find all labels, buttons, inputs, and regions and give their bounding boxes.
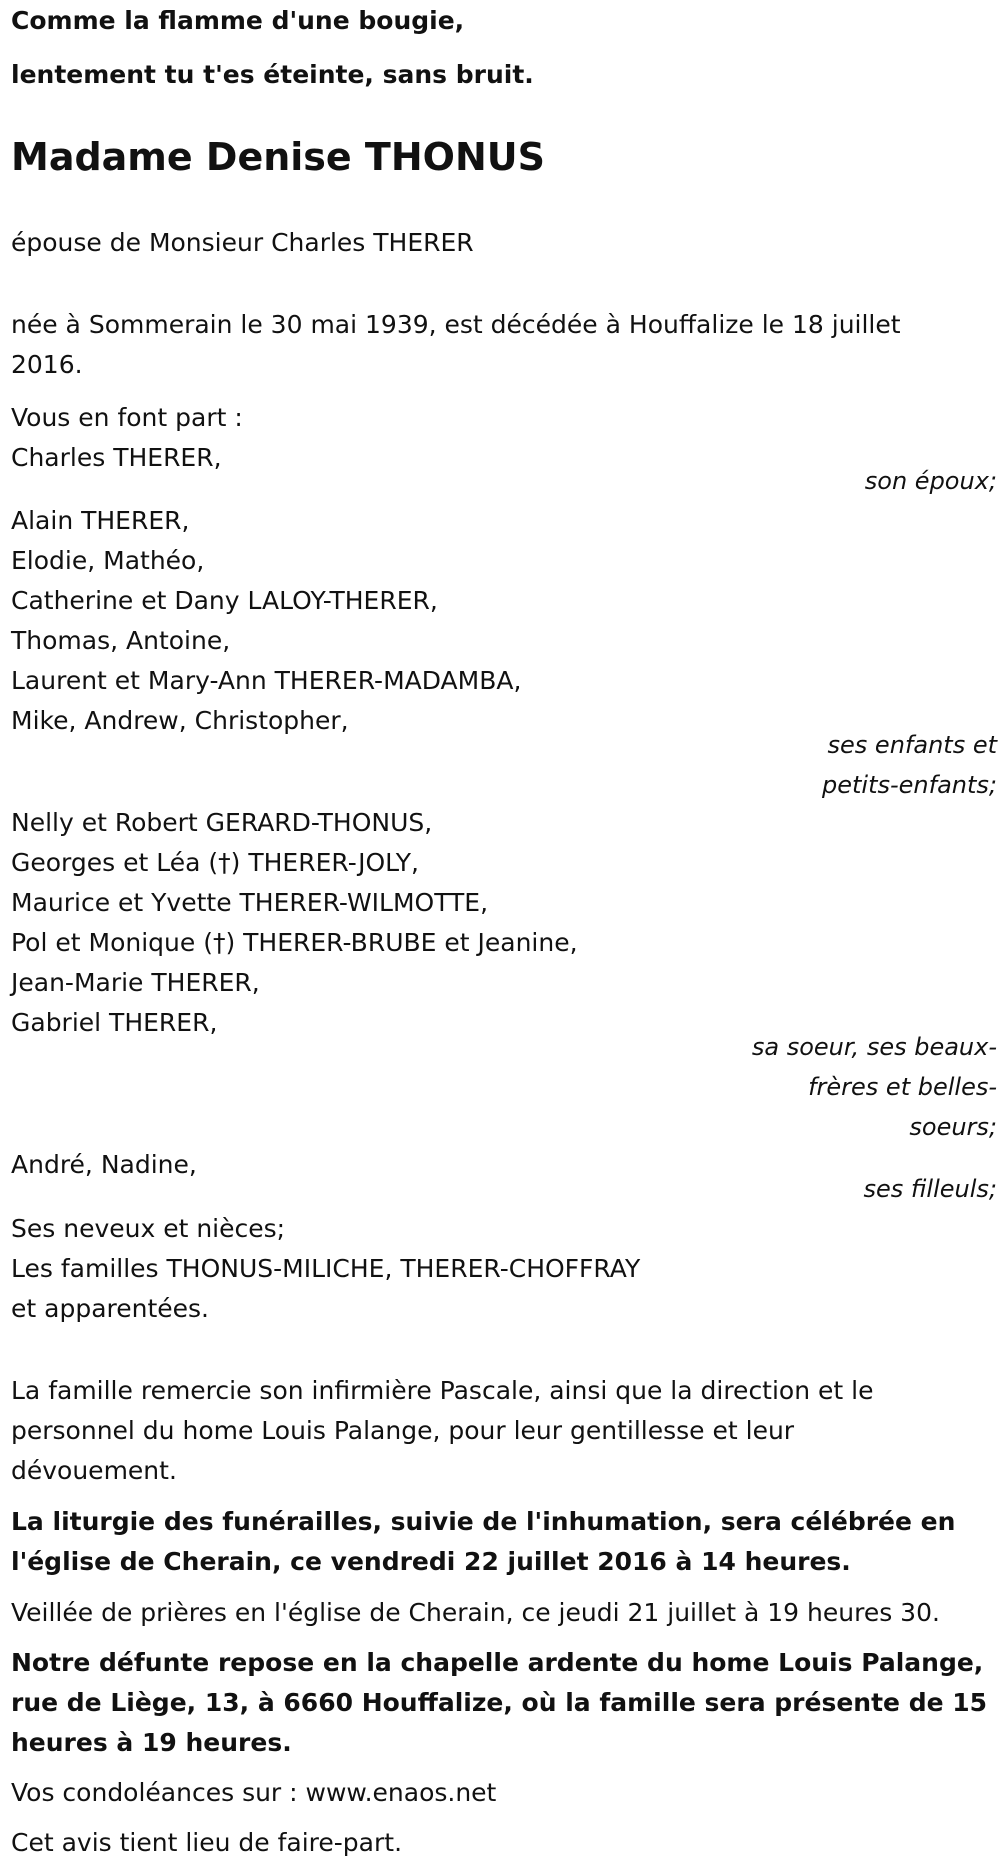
epigraph-line-1: Comme la flamme d'une bougie, xyxy=(11,6,465,35)
epigraph-line-2: lentement tu t'es éteinte, sans bruit. xyxy=(11,60,534,89)
family-member: Gabriel THERER, xyxy=(11,1008,218,1037)
funeral-line: La liturgie des funérailles, suivie de l'inhumation, sera célébrée en xyxy=(11,1507,956,1536)
thanks-line: dévouement. xyxy=(11,1456,177,1485)
relation-label: ses filleuls; xyxy=(863,1175,997,1203)
condolences-line: Vos condoléances sur : www.enaos.net xyxy=(11,1778,497,1807)
family-member: Pol et Monique (†) THERER-BRUBE et Jeanine, xyxy=(11,928,578,957)
relation-label: sa soeur, ses beaux- xyxy=(751,1033,997,1061)
chapel-line: rue de Liège, 13, à 6660 Houffalize, où la famille sera présente de 15 xyxy=(11,1688,988,1717)
family-member: Mike, Andrew, Christopher, xyxy=(11,706,349,735)
funeral-line: l'église de Cherain, ce vendredi 22 juillet 2016 à 14 heures. xyxy=(11,1547,851,1576)
family-member: Catherine et Dany LALOY-THERER, xyxy=(11,586,438,615)
relation-label: petits-enfants; xyxy=(822,771,997,799)
family-member: Thomas, Antoine, xyxy=(11,626,231,655)
vigil-line: Veillée de prières en l'église de Cherain, ce jeudi 21 juillet à 19 heures 30. xyxy=(11,1598,940,1627)
family-member: Charles THERER, xyxy=(11,443,222,472)
thanks-line: personnel du home Louis Palange, pour leur gentillesse et leur xyxy=(11,1416,795,1445)
family-note: et apparentées. xyxy=(11,1294,209,1323)
family-member: Maurice et Yvette THERER-WILMOTTE, xyxy=(11,888,489,917)
relation-label: soeurs; xyxy=(909,1113,997,1141)
closing-line: Cet avis tient lieu de faire-part. xyxy=(11,1828,403,1857)
family-member: Elodie, Mathéo, xyxy=(11,546,205,575)
relation-label: son époux; xyxy=(864,467,997,495)
spouse-line: épouse de Monsieur Charles THERER xyxy=(11,228,474,257)
family-member: Nelly et Robert GERARD-THONUS, xyxy=(11,808,433,837)
family-member: André, Nadine, xyxy=(11,1150,197,1179)
family-note: Ses neveux et nièces; xyxy=(11,1214,286,1243)
family-note: Les familles THONUS-MILICHE, THERER-CHOFFRAY xyxy=(11,1254,641,1283)
birth-death-line-2: 2016. xyxy=(11,350,83,379)
family-member: Jean-Marie THERER, xyxy=(11,968,260,997)
deceased-name: Madame Denise THONUS xyxy=(11,135,545,179)
birth-death-line-1: née à Sommerain le 30 mai 1939, est décédée à Houffalize le 18 juillet xyxy=(11,310,901,339)
chapel-line: Notre défunte repose en la chapelle ardente du home Louis Palange, xyxy=(11,1648,984,1677)
announcement-intro: Vous en font part : xyxy=(11,403,243,432)
thanks-line: La famille remercie son infirmière Pascale, ainsi que la direction et le xyxy=(11,1376,874,1405)
chapel-line: heures à 19 heures. xyxy=(11,1728,292,1757)
relation-label: ses enfants et xyxy=(827,731,997,759)
family-member: Alain THERER, xyxy=(11,506,190,535)
relation-label: frères et belles- xyxy=(808,1073,997,1101)
family-member: Laurent et Mary-Ann THERER-MADAMBA, xyxy=(11,666,522,695)
family-member: Georges et Léa (†) THERER-JOLY, xyxy=(11,848,420,877)
